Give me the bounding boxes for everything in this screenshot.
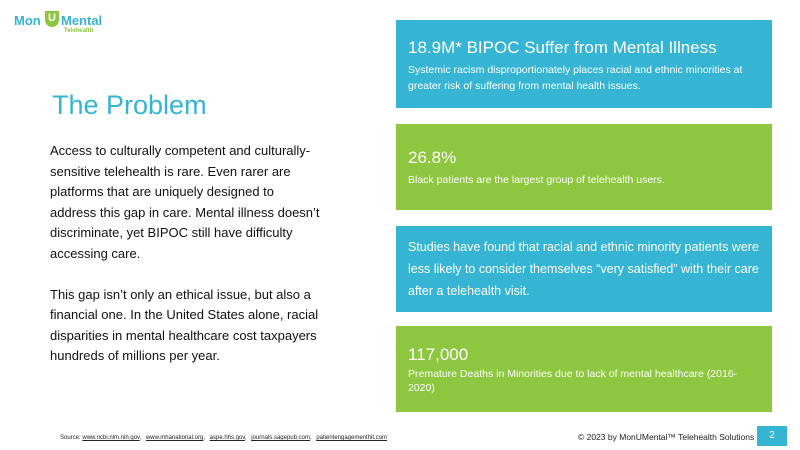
source-separator: , — [139, 435, 142, 441]
source-separator: , — [309, 435, 312, 441]
stat-headline: 26.8% — [408, 148, 457, 167]
copyright-text: © 2023 by MonUMental™ Telehealth Solutions — [578, 432, 755, 442]
stat-card-premature-deaths — [396, 326, 772, 412]
page-number-badge: 2 — [757, 426, 787, 446]
stat-description: Black patients are the largest group of telehealth users. — [408, 174, 665, 186]
stat-description: Studies have found that racial and ethnic minority patients were less likely to consider themselves “very satisfied” with their care after a telehealth visit. — [408, 240, 759, 298]
stat-headline: 117,000 — [408, 345, 469, 364]
logo-u-mark: U — [45, 11, 59, 27]
logo-telehealth-text: Telehealth — [64, 28, 94, 34]
logo-mental-text: Mental — [61, 13, 103, 28]
problem-paragraph-1: Access to culturally competent and culturally-sensitive telehealth is rare. Even rarer are platforms that are uniquely designed to address this gap in care. Mental illness doesn’t discriminate, yet BIPOC still have difficulty accessing care. — [50, 143, 320, 261]
stat-card-bipoc — [396, 20, 772, 108]
stat-headline: 18.9M* BIPOC Suffer from Mental Illness — [408, 38, 717, 57]
problem-paragraph-2: This gap isn’t only an ethical issue, but also a financial one. In the United States alone, racial disparities in mental healthcare cost taxpayers hundreds of millions per year. — [50, 286, 319, 363]
stat-card-telehealth-users — [396, 124, 772, 210]
slide-title: The Problem — [52, 90, 207, 120]
monumental-logo — [14, 8, 124, 38]
stat-description: Premature Deaths in Minorities due to lack of mental healthcare (2016-2020) — [408, 368, 738, 394]
source-link[interactable]: aspe.hhs.gov — [209, 435, 245, 441]
source-link[interactable]: journals.sagepub.com — [251, 435, 310, 441]
source-link[interactable]: www.ncbi.nlm.nih.gov — [82, 435, 140, 441]
source-link[interactable]: patientengagementhit.com — [316, 435, 388, 441]
source-link[interactable]: www.mhanational.org — [145, 435, 204, 441]
source-label: Source: — [60, 435, 81, 441]
logo-mon-text: Mon — [14, 13, 41, 28]
footer-sources — [60, 435, 387, 441]
stat-card-satisfaction — [396, 226, 772, 312]
problem-body — [50, 141, 320, 367]
source-separator: , — [244, 435, 247, 441]
source-separator: , — [203, 435, 205, 441]
stat-description: Systemic racism disproportionately places racial and ethnic minorities at greater risk of suffering from mental health issues. — [408, 64, 743, 92]
